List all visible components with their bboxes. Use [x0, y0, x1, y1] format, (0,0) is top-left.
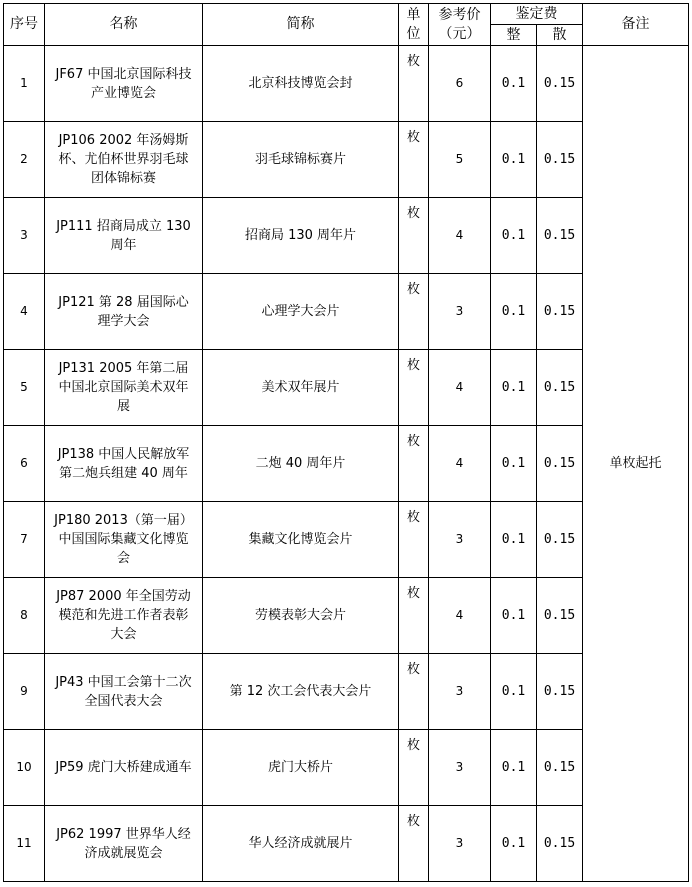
row-unit: 枚: [399, 350, 429, 426]
row-price: 3: [429, 730, 491, 806]
row-short-name: 劳模表彰大会片: [203, 578, 399, 654]
row-fee-loose: 0.15: [537, 198, 583, 274]
row-short-name: 羽毛球锦标赛片: [203, 122, 399, 198]
row-short-name: 招商局 130 周年片: [203, 198, 399, 274]
row-unit: 枚: [399, 806, 429, 882]
row-name: JP121 第 28 届国际心理学大会: [45, 274, 203, 350]
header-price: 参考价（元）: [429, 4, 491, 46]
row-short-name: 华人经济成就展片: [203, 806, 399, 882]
row-fee-loose: 0.15: [537, 730, 583, 806]
row-price: 4: [429, 350, 491, 426]
row-price: 4: [429, 426, 491, 502]
header-unit: 单位: [399, 4, 429, 46]
row-unit: 枚: [399, 122, 429, 198]
row-name: JP106 2002 年汤姆斯杯、尤伯杯世界羽毛球团体锦标赛: [45, 122, 203, 198]
row-name: JP43 中国工会第十二次全国代表大会: [45, 654, 203, 730]
row-index: 5: [4, 350, 45, 426]
row-price: 3: [429, 806, 491, 882]
row-fee-whole: 0.1: [491, 46, 537, 122]
row-unit: 枚: [399, 578, 429, 654]
row-price: 4: [429, 198, 491, 274]
row-name: JP62 1997 世界华人经济成就展览会: [45, 806, 203, 882]
row-price: 4: [429, 578, 491, 654]
row-fee-whole: 0.1: [491, 502, 537, 578]
row-price: 3: [429, 654, 491, 730]
row-short-name: 心理学大会片: [203, 274, 399, 350]
row-index: 4: [4, 274, 45, 350]
header-name: 名称: [45, 4, 203, 46]
row-price: 5: [429, 122, 491, 198]
row-name: JP180 2013（第一届）中国国际集藏文化博览会: [45, 502, 203, 578]
row-fee-whole: 0.1: [491, 198, 537, 274]
row-price: 3: [429, 274, 491, 350]
row-fee-loose: 0.15: [537, 274, 583, 350]
row-name: JP59 虎门大桥建成通车: [45, 730, 203, 806]
row-fee-whole: 0.1: [491, 578, 537, 654]
row-short-name: 集藏文化博览会片: [203, 502, 399, 578]
row-index: 3: [4, 198, 45, 274]
row-fee-loose: 0.15: [537, 426, 583, 502]
row-index: 8: [4, 578, 45, 654]
row-unit: 枚: [399, 654, 429, 730]
row-fee-whole: 0.1: [491, 730, 537, 806]
row-fee-whole: 0.1: [491, 122, 537, 198]
row-name: JP131 2005 年第二届中国北京国际美术双年展: [45, 350, 203, 426]
row-fee-loose: 0.15: [537, 806, 583, 882]
row-fee-loose: 0.15: [537, 350, 583, 426]
row-price: 6: [429, 46, 491, 122]
row-name: JF67 中国北京国际科技产业博览会: [45, 46, 203, 122]
row-unit: 枚: [399, 426, 429, 502]
row-fee-whole: 0.1: [491, 806, 537, 882]
row-fee-loose: 0.15: [537, 46, 583, 122]
row-short-name: 二炮 40 周年片: [203, 426, 399, 502]
row-unit: 枚: [399, 502, 429, 578]
row-unit: 枚: [399, 198, 429, 274]
row-price: 3: [429, 502, 491, 578]
row-short-name: 北京科技博览会封: [203, 46, 399, 122]
header-fee-whole: 整: [491, 25, 537, 46]
row-short-name: 虎门大桥片: [203, 730, 399, 806]
row-fee-whole: 0.1: [491, 654, 537, 730]
row-index: 1: [4, 46, 45, 122]
row-fee-loose: 0.15: [537, 654, 583, 730]
header-fee: 鉴定费: [491, 4, 583, 25]
row-short-name: 第 12 次工会代表大会片: [203, 654, 399, 730]
header-short-name: 简称: [203, 4, 399, 46]
row-short-name: 美术双年展片: [203, 350, 399, 426]
header-row: [4, 4, 689, 25]
row-unit: 枚: [399, 730, 429, 806]
row-remark: 单枚起托: [583, 46, 689, 882]
table-row: [4, 46, 689, 122]
header-index: 序号: [4, 4, 45, 46]
row-fee-loose: 0.15: [537, 122, 583, 198]
row-index: 2: [4, 122, 45, 198]
row-index: 11: [4, 806, 45, 882]
row-index: 10: [4, 730, 45, 806]
header-fee-loose: 散: [537, 25, 583, 46]
row-index: 9: [4, 654, 45, 730]
row-fee-whole: 0.1: [491, 274, 537, 350]
price-table: [3, 3, 689, 882]
row-unit: 枚: [399, 46, 429, 122]
row-index: 6: [4, 426, 45, 502]
row-name: JP111 招商局成立 130 周年: [45, 198, 203, 274]
row-index: 7: [4, 502, 45, 578]
header-remark: 备注: [583, 4, 689, 46]
row-name: JP87 2000 年全国劳动模范和先进工作者表彰大会: [45, 578, 203, 654]
row-fee-whole: 0.1: [491, 350, 537, 426]
row-unit: 枚: [399, 274, 429, 350]
row-name: JP138 中国人民解放军第二炮兵组建 40 周年: [45, 426, 203, 502]
row-fee-whole: 0.1: [491, 426, 537, 502]
row-fee-loose: 0.15: [537, 578, 583, 654]
row-fee-loose: 0.15: [537, 502, 583, 578]
